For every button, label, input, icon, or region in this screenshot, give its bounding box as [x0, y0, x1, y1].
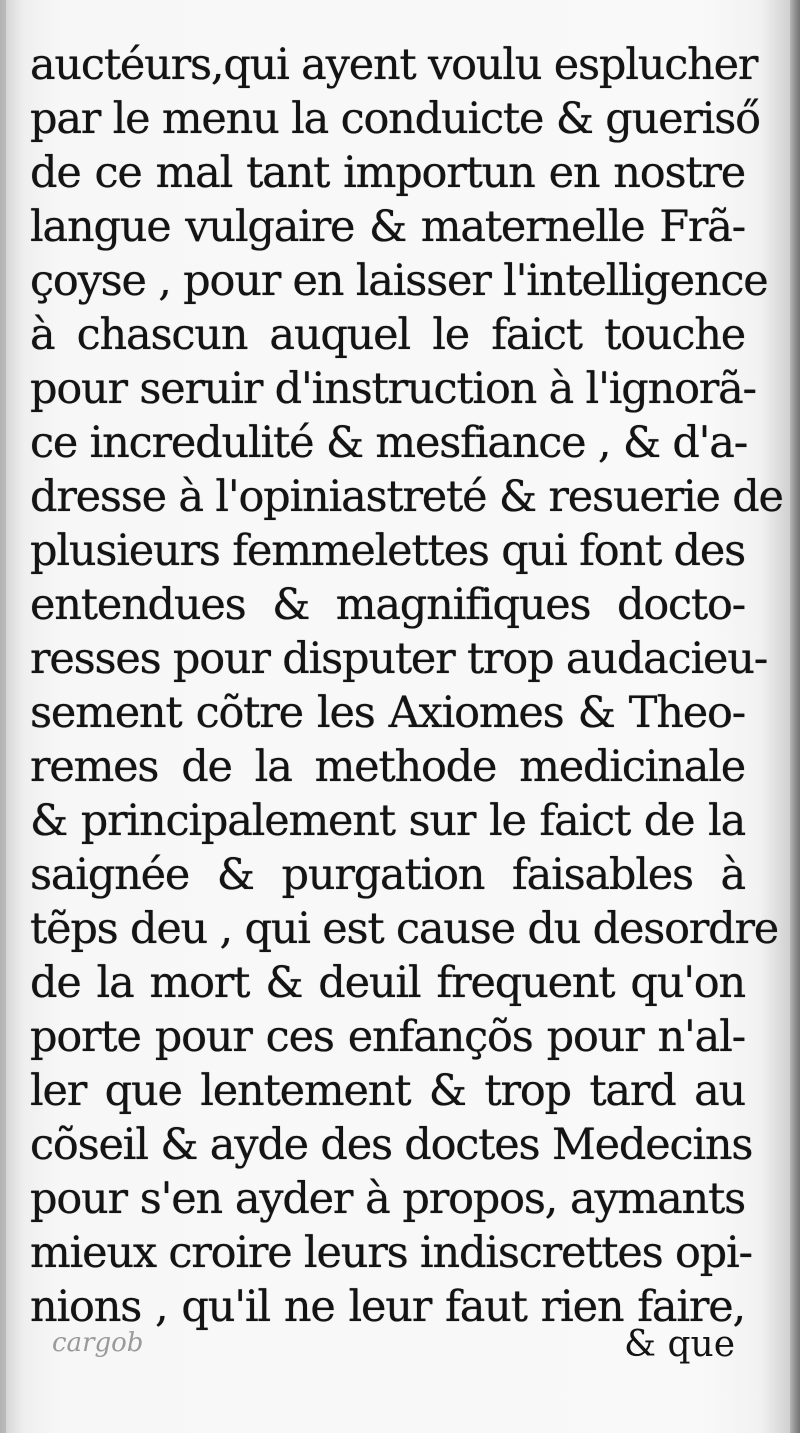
- text-line: de la mort & deuil frequent qu'on: [30, 958, 745, 1008]
- text-line: mieux croire leurs indiscrettes opi-: [30, 1228, 752, 1278]
- text-line: ce incredulité & mesfiance , & d'a-: [30, 418, 748, 468]
- text-line: sement cõtre les Axiomes & Theo-: [30, 688, 745, 738]
- text-line: pour s'en ayder à propos, aymants: [30, 1174, 745, 1224]
- page-right-edge: [790, 0, 800, 1433]
- text-line: ler que lentement & trop tard au: [30, 1066, 745, 1116]
- text-line: resses pour disputer trop audacieu-: [30, 634, 768, 684]
- text-line: porte pour ces enfançõs pour n'al-: [30, 1012, 745, 1062]
- text-line: par le menu la conduicte & gueriső: [30, 94, 760, 144]
- text-line: de ce mal tant importun en nostre: [30, 148, 745, 198]
- catchword: & que: [623, 1324, 735, 1365]
- page-left-edge: [0, 0, 6, 1433]
- text-line: saignée & purgation faisables à: [30, 850, 745, 900]
- text-block: [30, 35, 783, 1405]
- text-line: entendues & magnifiques docto-: [30, 580, 745, 630]
- text-line: plusieurs femmelettes qui font des: [30, 526, 745, 576]
- text-line: pour seruir d'instruction à l'ignorã-: [30, 364, 756, 414]
- signature-mark: cargob: [52, 1328, 144, 1358]
- text-line: langue vulgaire & maternelle Frã-: [30, 202, 745, 252]
- text-line: remes de la methode medicinale: [30, 742, 745, 792]
- text-line: & principalement sur le faict de la: [30, 796, 745, 846]
- text-line: çoyse , pour en laisser l'intelligence: [30, 256, 768, 306]
- text-line: nions , qu'il ne leur faut rien faire,: [30, 1282, 745, 1332]
- text-line: dresse à l'opiniastreté & resuerie de: [30, 472, 783, 522]
- text-line: à chascun auquel le faict touche: [30, 310, 745, 360]
- text-line: cõseil & ayde des doctes Medecins: [30, 1120, 753, 1170]
- text-line: auctéurs,qui ayent voulu esplucher: [30, 40, 758, 90]
- text-line: tẽps deu , qui est cause du desordre: [30, 904, 779, 954]
